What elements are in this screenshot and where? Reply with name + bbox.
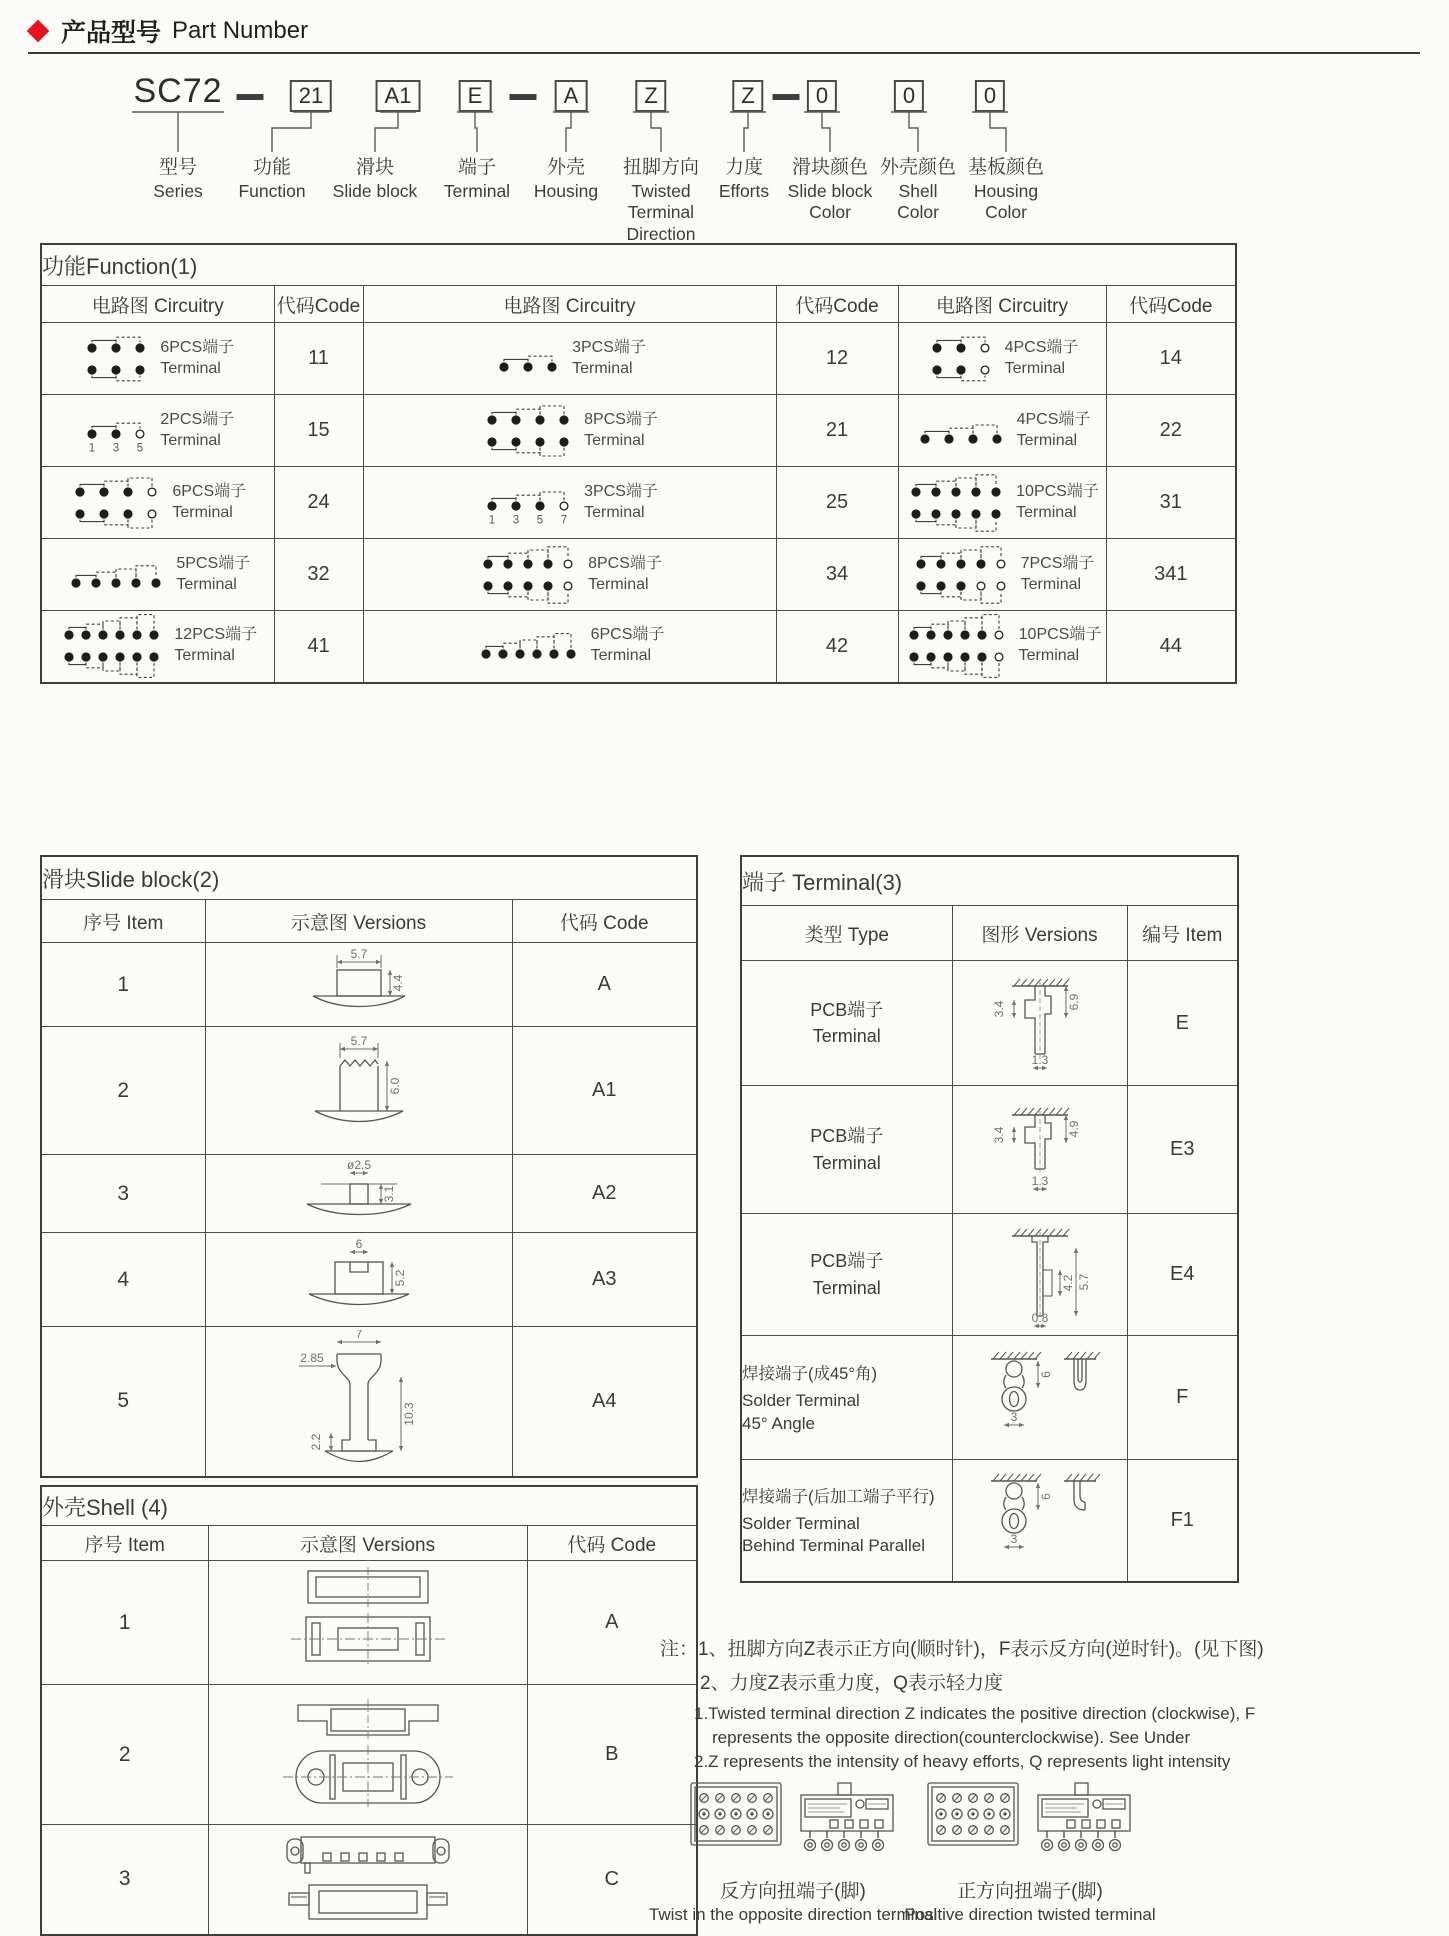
- function-table-header: 电路图 Circuitry: [898, 286, 1106, 323]
- switch-drawings: [678, 1782, 908, 1870]
- part-number-label: [534, 152, 598, 202]
- slide-cap-drawing: [209, 946, 509, 1024]
- slide-block-drawing: [205, 943, 512, 1027]
- svg-text:3: 3: [512, 514, 520, 527]
- part-number-label-en: Direction: [626, 223, 696, 244]
- shell-drawing: [208, 1685, 527, 1825]
- function-code: 44: [1106, 611, 1236, 683]
- part-number-label-en: Color: [809, 202, 851, 223]
- part-number-label-cn: 端子: [457, 157, 497, 178]
- circuitry-cell: [363, 611, 776, 683]
- slide-block-table: [40, 855, 698, 1478]
- part-number-label: [333, 152, 418, 202]
- part-number-label-en: Slide block: [332, 181, 418, 201]
- pin-e4-drawing: [954, 1218, 1126, 1332]
- function-code: 341: [1106, 539, 1236, 611]
- slide-goblet-drawing: [209, 1330, 509, 1472]
- circuit-svg: [477, 540, 579, 610]
- slide-block-code: A1: [512, 1027, 697, 1155]
- svg-text:4.2: 4.2: [1060, 1274, 1075, 1291]
- slide-block-item: 1: [41, 943, 205, 1027]
- part-number-box: A: [555, 80, 588, 112]
- note-en-3: 2.Z represents the intensity of heavy efforts, Q represents light intensity: [694, 1752, 1231, 1771]
- note-en-1: 1.Twisted terminal direction Z indicates the positive direction (clockwise), F: [694, 1704, 1256, 1723]
- part-number-label-en: Color: [985, 202, 1027, 223]
- svg-text:4.4: 4.4: [390, 974, 405, 991]
- circuit-svg: [914, 411, 1008, 451]
- circuit-diagram: [899, 611, 1106, 681]
- slide-block-code: A4: [512, 1327, 697, 1477]
- terminal-item-code: F: [1127, 1336, 1238, 1460]
- part-number-label-en: Color: [897, 202, 939, 223]
- svg-text:5: 5: [536, 514, 544, 527]
- circuit-svg: [903, 611, 1010, 681]
- function-code: 22: [1106, 395, 1236, 467]
- shell-code: B: [527, 1685, 697, 1825]
- part-number-label-en: Function: [238, 181, 306, 201]
- part-number-label-cn: 型号: [158, 157, 198, 178]
- slide-block-item: 4: [41, 1233, 205, 1327]
- part-number-box: A1: [376, 80, 421, 112]
- circuit-diagram: [42, 611, 274, 681]
- terminal-type: 焊接端子(成45°角) Solder Terminal 45° Angle: [741, 1336, 952, 1460]
- part-number-box: Z: [732, 80, 763, 112]
- slide-block-table-title: 滑块Slide block(2): [41, 856, 697, 900]
- svg-text:10.3: 10.3: [401, 1402, 416, 1426]
- shell-c-drawing: [213, 1829, 523, 1929]
- part-number-box: E: [459, 80, 492, 112]
- slide-block-item: 3: [41, 1155, 205, 1233]
- circuit-label: 3PCS端子 Terminal: [584, 482, 658, 521]
- circuit-svg: [905, 468, 1007, 538]
- circuit-diagram: [899, 410, 1106, 452]
- svg-text:2.2: 2.2: [308, 1433, 323, 1451]
- circuit-label: 6PCS端子 Terminal: [172, 482, 247, 521]
- circuit-svg: [65, 555, 167, 595]
- terminal-drawing: [952, 1086, 1127, 1214]
- slide-notch-drawing: [209, 1236, 509, 1324]
- part-number-label-en: Shell: [898, 181, 938, 201]
- part-number-label: [880, 152, 956, 224]
- switch-side-view: [1035, 1782, 1133, 1870]
- page-title-en: Part Number: [172, 17, 309, 44]
- switch-side-view: [798, 1782, 896, 1870]
- shell-item: 1: [41, 1561, 208, 1685]
- part-number-label: [623, 152, 699, 245]
- part-number-dash: [237, 94, 264, 100]
- slide-stem-drawing: [209, 1158, 509, 1230]
- part-number-label-cn: 外壳颜色: [879, 157, 957, 178]
- function-code: 31: [1106, 467, 1236, 539]
- terminal-type: PCB端子 Terminal: [741, 1214, 952, 1336]
- part-number-dash: [510, 94, 537, 100]
- circuitry-cell: [898, 539, 1106, 611]
- circuit-svg: [910, 540, 1012, 610]
- terminal-item-code: E4: [1127, 1214, 1238, 1336]
- svg-text:6.0: 6.0: [387, 1077, 402, 1094]
- svg-text:ø2.5: ø2.5: [346, 1157, 371, 1172]
- circuit-diagram: [364, 396, 776, 466]
- note-cn-1: 注：1、扭脚方向Z表示正方向(顺时针)，F表示反方向(逆时针)。(见下图): [660, 1639, 1264, 1660]
- figure-caption-en: Twist in the opposite direction terminal: [648, 1905, 938, 1924]
- circuit-diagram: [899, 324, 1106, 394]
- circuit-label: 6PCS端子 Terminal: [590, 626, 665, 665]
- circuit-label: 7PCS端子 Terminal: [1020, 554, 1095, 593]
- svg-text:5.7: 5.7: [350, 946, 367, 961]
- circuit-diagram: [42, 554, 274, 596]
- part-number-label-en: Series: [153, 181, 203, 201]
- part-number-box: Z: [635, 80, 666, 112]
- function-code: 21: [776, 395, 898, 467]
- svg-text:1: 1: [89, 442, 96, 455]
- terminal-item-code: E3: [1127, 1086, 1238, 1214]
- svg-text:7: 7: [560, 514, 568, 527]
- svg-text:6: 6: [355, 1236, 362, 1251]
- circuit-diagram: [364, 540, 776, 610]
- circuitry-cell: [363, 467, 776, 539]
- shell-table-header: 代码 Code: [527, 1526, 697, 1561]
- shell-code: C: [527, 1825, 697, 1935]
- shell-drawing: [208, 1561, 527, 1685]
- slide-block-drawing: [205, 1327, 512, 1477]
- svg-text:3.4: 3.4: [991, 1000, 1006, 1018]
- figure-caption-cn: 正方向扭端子(脚): [957, 1881, 1103, 1902]
- circuitry-cell: [41, 539, 274, 611]
- circuit-label: 12PCS端子 Terminal: [174, 626, 258, 665]
- circuit-label: 10PCS端子 Terminal: [1016, 482, 1099, 521]
- slide-block-code: A3: [512, 1233, 697, 1327]
- part-number-label: [238, 152, 305, 202]
- circuit-label: 10PCS端子 Terminal: [1018, 626, 1102, 665]
- circuit-diagram: [899, 540, 1106, 610]
- circuitry-cell: [898, 395, 1106, 467]
- circuit-diagram: [42, 468, 274, 538]
- part-number-label-cn: 外壳: [546, 157, 585, 178]
- part-number-label-en: Efforts: [718, 181, 770, 201]
- terminal-drawing: [952, 1214, 1127, 1336]
- slide-block-code: A: [512, 943, 697, 1027]
- part-number-label: [968, 152, 1044, 224]
- circuit-label: 6PCS端子 Terminal: [160, 338, 235, 377]
- note-en-2: represents the opposite direction(counterclockwise). See Under: [712, 1728, 1191, 1747]
- part-number-label-cn: 扭脚方向: [622, 157, 700, 178]
- terminal-item-code: F1: [1127, 1460, 1238, 1582]
- circuit-label: 8PCS端子 Terminal: [584, 410, 658, 449]
- terminal-type: PCB端子 Terminal: [741, 961, 952, 1086]
- terminal-table: [740, 855, 1239, 1583]
- svg-text:3: 3: [113, 442, 120, 455]
- shell-item: 3: [41, 1825, 208, 1935]
- slide-block-drawing: [205, 1027, 512, 1155]
- shell-table-header: 序号 Item: [41, 1526, 208, 1561]
- slide-block-item: 5: [41, 1327, 205, 1477]
- svg-text:5.7: 5.7: [1076, 1273, 1091, 1290]
- circuitry-cell: [898, 467, 1106, 539]
- terminal-drawing: [952, 1336, 1127, 1460]
- function-table-header: 电路图 Circuitry: [363, 286, 776, 323]
- function-code: 24: [274, 467, 363, 539]
- part-number-box: 21: [290, 80, 332, 112]
- circuitry-cell: [41, 395, 274, 467]
- function-code: 32: [274, 539, 363, 611]
- function-table: [40, 243, 1237, 684]
- part-number-box: 0: [894, 80, 924, 112]
- slide-block-item: 2: [41, 1027, 205, 1155]
- part-number-label-cn: 滑块颜色: [791, 157, 869, 178]
- circuit-label: 5PCS端子 Terminal: [176, 554, 251, 593]
- part-number-label-cn: 功能: [252, 157, 291, 178]
- circuit-diagram: [364, 478, 776, 528]
- function-code: 14: [1106, 323, 1236, 395]
- function-code: 12: [776, 323, 898, 395]
- figure-caption-cn: 反方向扭端子(脚): [720, 1881, 866, 1902]
- circuit-svg: [58, 611, 165, 681]
- svg-text:6: 6: [1038, 1493, 1053, 1501]
- circuit-label: 8PCS端子 Terminal: [588, 554, 662, 593]
- circuit-diagram: [364, 625, 776, 667]
- circuit-diagram: [42, 406, 274, 456]
- terminal-drawing: [952, 961, 1127, 1086]
- svg-text:3: 3: [1010, 1409, 1017, 1424]
- svg-text:4.9: 4.9: [1066, 1120, 1081, 1137]
- circuit-label: 2PCS端子 Terminal: [160, 410, 235, 449]
- circuit-diagram: [364, 338, 776, 380]
- notes-block: [660, 1634, 1440, 1772]
- function-table-header: 代码Code: [776, 286, 898, 323]
- circuitry-cell: [898, 611, 1106, 683]
- slide-block-code: A2: [512, 1155, 697, 1233]
- function-table-header: 代码Code: [274, 286, 363, 323]
- circuit-svg: [481, 478, 575, 528]
- circuit-svg: [81, 324, 151, 394]
- switch-bottom-view: [927, 1782, 1019, 1846]
- switch-drawings: [915, 1782, 1145, 1870]
- circuitry-cell: [363, 539, 776, 611]
- part-number-label-en: Housing: [973, 181, 1039, 201]
- part-number-series: SC72: [133, 72, 223, 110]
- shell-table-title: 外壳Shell (4): [41, 1486, 697, 1526]
- circuitry-cell: [898, 323, 1106, 395]
- svg-text:6: 6: [1038, 1370, 1053, 1378]
- part-number-label: [153, 152, 203, 202]
- circuitry-cell: [41, 611, 274, 683]
- function-code: 25: [776, 467, 898, 539]
- part-number-label-en: Slide block: [787, 181, 873, 201]
- part-number-label: [444, 152, 510, 202]
- part-number-label: [719, 152, 769, 202]
- slide-block-table-header: 代码 Code: [512, 900, 697, 943]
- function-table-header: 代码Code: [1106, 286, 1236, 323]
- terminal-drawing: [952, 1460, 1127, 1582]
- circuit-svg: [81, 406, 151, 456]
- shell-b-drawing: [213, 1689, 523, 1821]
- switch-bottom-view: [690, 1782, 782, 1846]
- part-number-box: 0: [807, 80, 837, 112]
- svg-text:7: 7: [355, 1330, 362, 1342]
- terminal-table-title: 端子 Terminal(3): [741, 856, 1238, 906]
- svg-text:5.2: 5.2: [392, 1269, 407, 1286]
- function-code: 11: [274, 323, 363, 395]
- circuit-svg: [69, 468, 163, 538]
- pin-e-drawing: [954, 966, 1126, 1080]
- terminal-table-header: 图形 Versions: [952, 906, 1127, 961]
- circuitry-cell: [41, 323, 274, 395]
- shell-item: 2: [41, 1685, 208, 1825]
- slide-block-drawing: [205, 1233, 512, 1327]
- slide-block-table-header: 序号 Item: [41, 900, 205, 943]
- circuitry-cell: [363, 395, 776, 467]
- svg-text:3.4: 3.4: [991, 1126, 1006, 1143]
- shell-code: A: [527, 1561, 697, 1685]
- terminal-type: 焊接端子(后加工端子平行) Solder Terminal Behind Terminal Parallel: [741, 1460, 952, 1582]
- shell-table: [40, 1485, 698, 1936]
- slide-block-table-header: 示意图 Versions: [205, 900, 512, 943]
- part-number-label-en: Terminal: [443, 181, 511, 201]
- svg-text:1.3: 1.3: [1031, 1053, 1048, 1067]
- svg-text:1.3: 1.3: [1031, 1173, 1048, 1188]
- circuit-diagram: [42, 324, 274, 394]
- part-number-label: [788, 152, 873, 224]
- function-table-header: 电路图 Circuitry: [41, 286, 274, 323]
- page-header: [30, 13, 308, 49]
- circuit-label: 3PCS端子 Terminal: [572, 338, 646, 377]
- circuit-svg: [926, 324, 996, 394]
- svg-text:5.7: 5.7: [350, 1033, 367, 1048]
- figure-caption-en: Positive direction twisted terminal: [904, 1905, 1156, 1924]
- section-diamond-icon: [27, 20, 50, 43]
- part-number-label-cn: 力度: [724, 157, 764, 178]
- function-code: 15: [274, 395, 363, 467]
- note-cn-2: 2、力度Z表示重力度，Q表示轻力度: [700, 1673, 1003, 1694]
- header-rule: [28, 52, 1420, 54]
- shell-table-header: 示意图 Versions: [208, 1526, 527, 1561]
- circuit-label: 4PCS端子 Terminal: [1016, 410, 1091, 449]
- pin-e3-drawing: [954, 1093, 1126, 1207]
- part-number-label-en: Terminal: [627, 202, 695, 223]
- slide-tall-drawing: [209, 1031, 509, 1151]
- shell-drawing: [208, 1825, 527, 1935]
- function-table-title: 功能Function(1): [41, 244, 1236, 286]
- circuitry-cell: [41, 467, 274, 539]
- solder-f1-drawing: [954, 1463, 1126, 1577]
- svg-text:0.8: 0.8: [1031, 1310, 1048, 1325]
- figure-group: [648, 1782, 938, 1925]
- svg-text:5: 5: [137, 442, 144, 455]
- circuit-label: 4PCS端子 Terminal: [1004, 338, 1079, 377]
- svg-text:3.1: 3.1: [381, 1185, 396, 1202]
- part-number-box: 0: [975, 80, 1005, 112]
- function-code: 34: [776, 539, 898, 611]
- part-number-label-cn: 滑块: [355, 157, 395, 178]
- circuit-svg: [493, 339, 563, 379]
- figure-group: [904, 1782, 1156, 1925]
- slide-block-drawing: [205, 1155, 512, 1233]
- function-code: 42: [776, 611, 898, 683]
- svg-text:1: 1: [488, 514, 496, 527]
- svg-text:2.85: 2.85: [299, 1351, 324, 1366]
- circuitry-cell: [363, 323, 776, 395]
- circuit-svg: [475, 626, 582, 666]
- part-number-connectors: [0, 110, 1100, 154]
- solder-f-drawing: [954, 1341, 1126, 1455]
- terminal-table-header: 编号 Item: [1127, 906, 1238, 961]
- terminal-item-code: E: [1127, 961, 1238, 1086]
- part-number-label-en: Twisted: [631, 181, 691, 201]
- circuit-diagram: [899, 468, 1106, 538]
- part-number-label-en: Housing: [533, 181, 599, 201]
- svg-text:6.9: 6.9: [1066, 993, 1081, 1011]
- page-title-cn: 产品型号: [61, 19, 162, 47]
- shell-a-drawing: [213, 1565, 523, 1681]
- terminal-table-header: 类型 Type: [741, 906, 952, 961]
- svg-text:3: 3: [1010, 1532, 1017, 1547]
- circuit-svg: [481, 396, 575, 466]
- function-code: 41: [274, 611, 363, 683]
- part-number-label-cn: 基板颜色: [967, 157, 1045, 178]
- terminal-type: PCB端子 Terminal: [741, 1086, 952, 1214]
- part-number-dash: [773, 94, 800, 100]
